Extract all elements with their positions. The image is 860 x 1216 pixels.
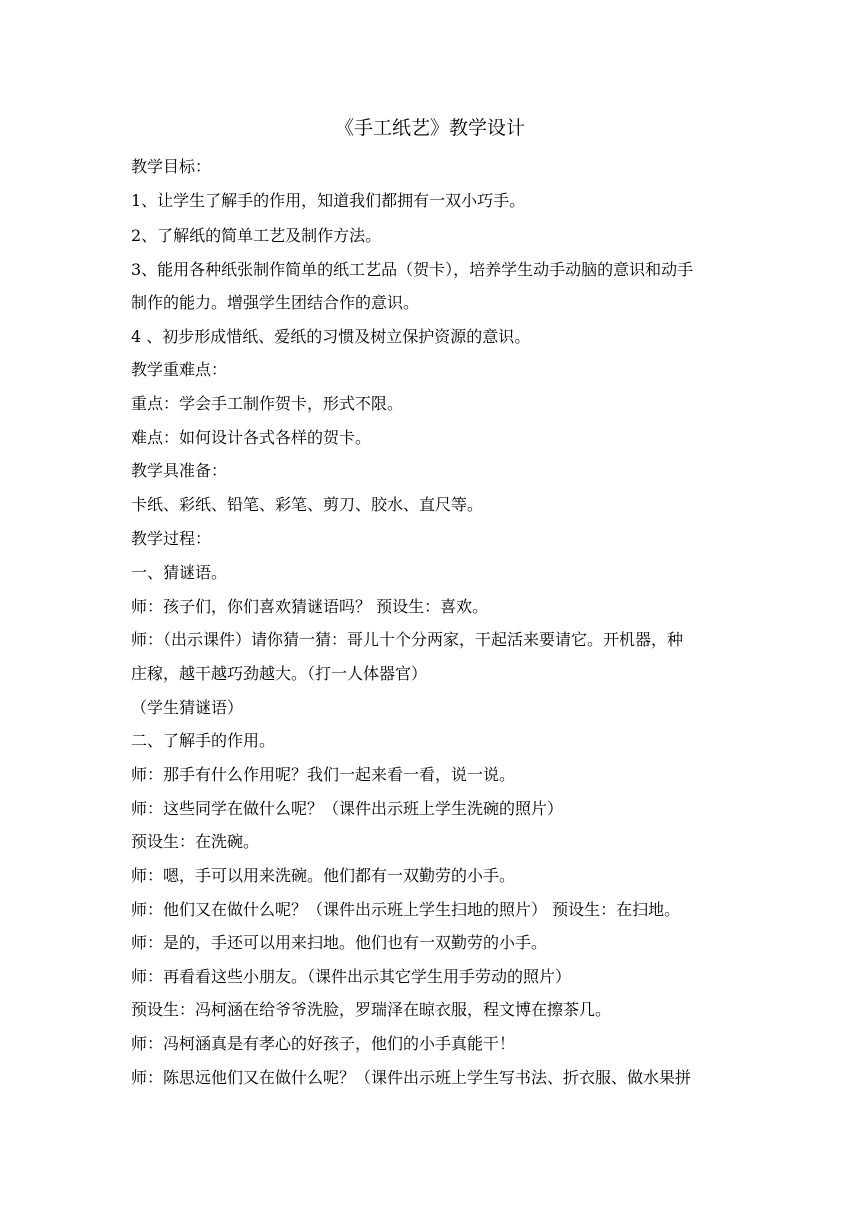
text-line: 预设生：冯柯涵在给爷爷洗脸，罗瑞泽在晾衣服，程文博在擦茶几。 bbox=[131, 1000, 612, 1019]
text-line: 师：嗯，手可以用来洗碗。他们都有一双勤劳的小手。 bbox=[131, 866, 516, 885]
text-line: 师：（出示课件）请你猜一猜：哥儿十个分两家，干起活来要请它。开机器，种 bbox=[131, 630, 684, 649]
text-line: 师：那手有什么作用呢？我们一起来看一看，说一说。 bbox=[131, 765, 516, 784]
text-line: 庄稼，越干越巧劲越大。（打一人体器官） bbox=[131, 664, 428, 683]
text-line: 二、了解手的作用。 bbox=[131, 731, 276, 750]
text-line: 3、能用各种纸张制作简单的纸工艺品（贺卡），培养学生动手动脑的意识和动手 bbox=[131, 260, 694, 279]
text-line: 师：这些同学在做什么呢？（课件出示班上学生洗碗的照片） bbox=[131, 799, 564, 818]
text-line: 制作的能力。增强学生团结合作的意识。 bbox=[131, 293, 420, 312]
text-line: 2、了解纸的简单工艺及制作方法。 bbox=[131, 226, 382, 245]
text-line: 4 、初步形成惜纸、爱纸的习惯及树立保护资源的意识。 bbox=[131, 327, 531, 346]
text-line: 教学过程： bbox=[131, 529, 212, 548]
text-line: 师：他们又在做什么呢？（课件出示班上学生扫地的照片） 预设生：在扫地。 bbox=[131, 900, 681, 919]
text-line: 重点：学会手工制作贺卡，形式不限。 bbox=[131, 394, 404, 413]
text-line: 师：陈思远他们又在做什么呢？（课件出示班上学生写书法、折衣服、做水果拼 bbox=[131, 1068, 692, 1087]
text-line: （学生猜谜语） bbox=[131, 698, 244, 717]
text-line: 1、让学生了解手的作用，知道我们都拥有一双小巧手。 bbox=[131, 191, 526, 210]
text-line: 师：再看看这些小朋友。（课件出示其它学生用手劳动的照片） bbox=[131, 967, 572, 986]
text-line: 教学具准备： bbox=[131, 461, 228, 480]
text-line: 卡纸、彩纸、铅笔、彩笔、剪刀、胶水、直尺等。 bbox=[131, 495, 484, 514]
text-line: 教学目标： bbox=[131, 157, 212, 176]
text-line: 师：孩子们，你们喜欢猜谜语吗？ 预设生：喜欢。 bbox=[131, 597, 489, 616]
text-line: 师：是的，手还可以用来扫地。他们也有一双勤劳的小手。 bbox=[131, 933, 548, 952]
text-line: 一、猜谜语。 bbox=[131, 563, 228, 582]
document-title: 《手工纸艺》教学设计 bbox=[334, 117, 525, 139]
text-line: 难点：如何设计各式各样的贺卡。 bbox=[131, 428, 372, 447]
text-line: 师：冯柯涵真是有孝心的好孩子，他们的小手真能干！ bbox=[131, 1034, 516, 1053]
text-line: 预设生：在洗碗。 bbox=[131, 832, 260, 851]
text-line: 教学重难点： bbox=[131, 360, 228, 379]
